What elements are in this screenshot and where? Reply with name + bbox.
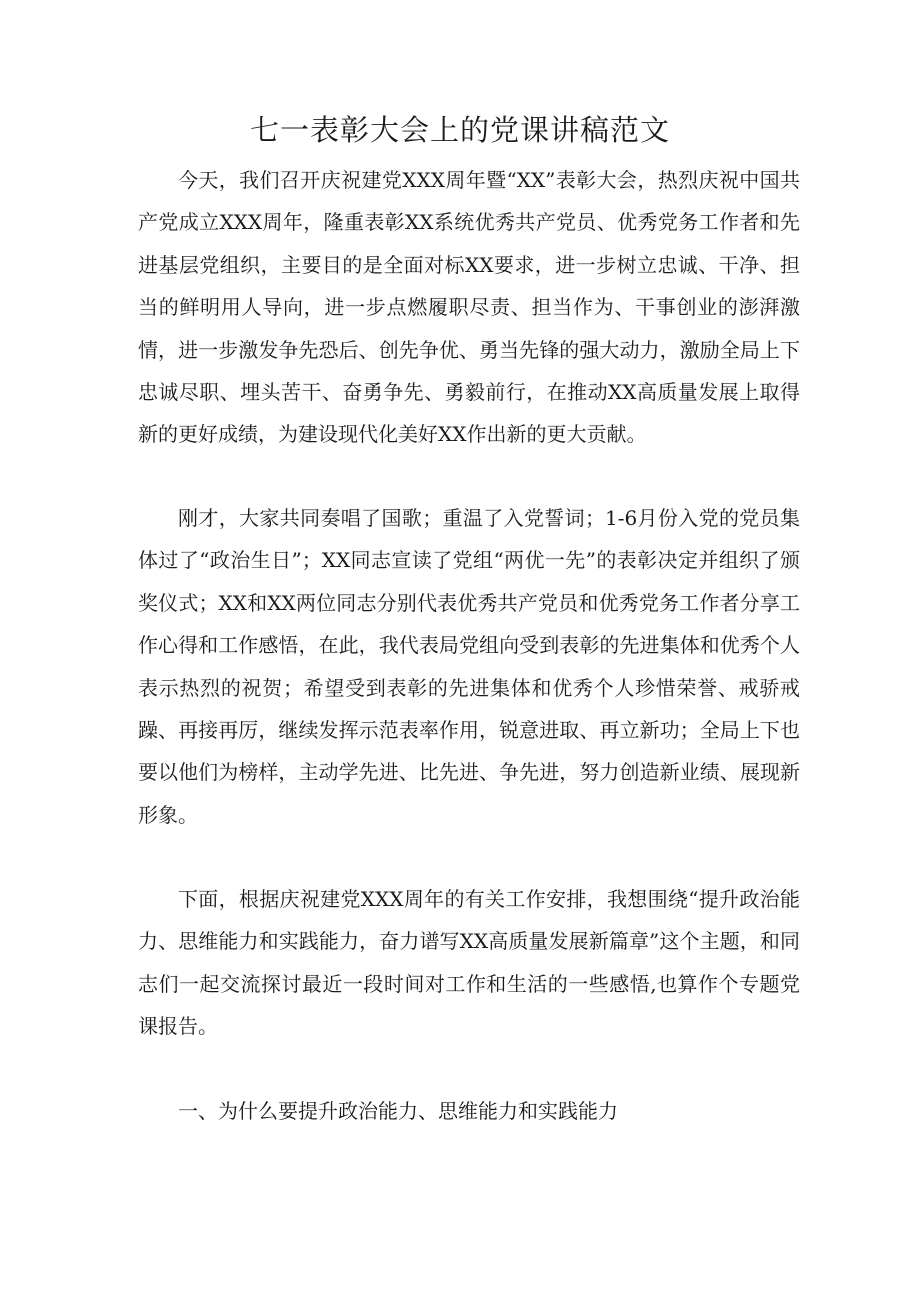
paragraph-ceremony-review: 刚才，大家共同奏唱了国歌；重温了入党誓词；1-6月份入党的党员集体过了“政治生日”；XX同志宣读了党组“两优一先”的表彰决定并组织了颁奖仪式；XX和XX两位同志分别代表优秀共产党员和优秀党务工作者分享工作心得和工作感悟，在此，我代表局党组向受到表彰的先进集体和优秀个人表示热烈的祝贺；希望受到表彰的先进集体和优秀个人珍惜荣誉、戒骄戒躁、再接再厉，继续发挥示范表率作用，锐意进取、再立新功；全局上下也要以他们为榜样，主动学先进、比先进、争先进，努力创造新业绩、展现新形象。 bbox=[138, 506, 800, 827]
document-title: 七一表彰大会上的党课讲稿范文 bbox=[249, 113, 670, 147]
paragraph-opening: 今天，我们召开庆祝建党XXX周年暨“XX”表彰大会，热烈庆祝中国共产党成立XXX周年，隆重表彰XX系统优秀共产党员、优秀党务工作者和先进基层党组织，主要目的是全面对标XX要求，进一步树立忠诚、干净、担当的鲜明用人导向，进一步点燃履职尽责、担当作为、干事创业的澎湃激情，进一步激发争先恐后、创先争优、勇当先锋的强大动力，激励全局上下忠诚尽职、埋头苦干、奋勇争先、勇毅前行，在推动XX高质量发展上取得新的更好成绩，为建设现代化美好XX作出新的更大贡献。 bbox=[138, 168, 800, 447]
section-heading: 一、为什么要提升政治能力、思维能力和实践能力 bbox=[178, 1099, 618, 1123]
paragraph-topic-intro: 下面，根据庆祝建党XXX周年的有关工作安排，我想围绕“提升政治能力、思维能力和实践能力，奋力谱写XX高质量发展新篇章”这个主题，和同志们一起交流探讨最近一段时间对工作和生活的一些感悟,也算作个专题党课报告。 bbox=[138, 887, 800, 1039]
